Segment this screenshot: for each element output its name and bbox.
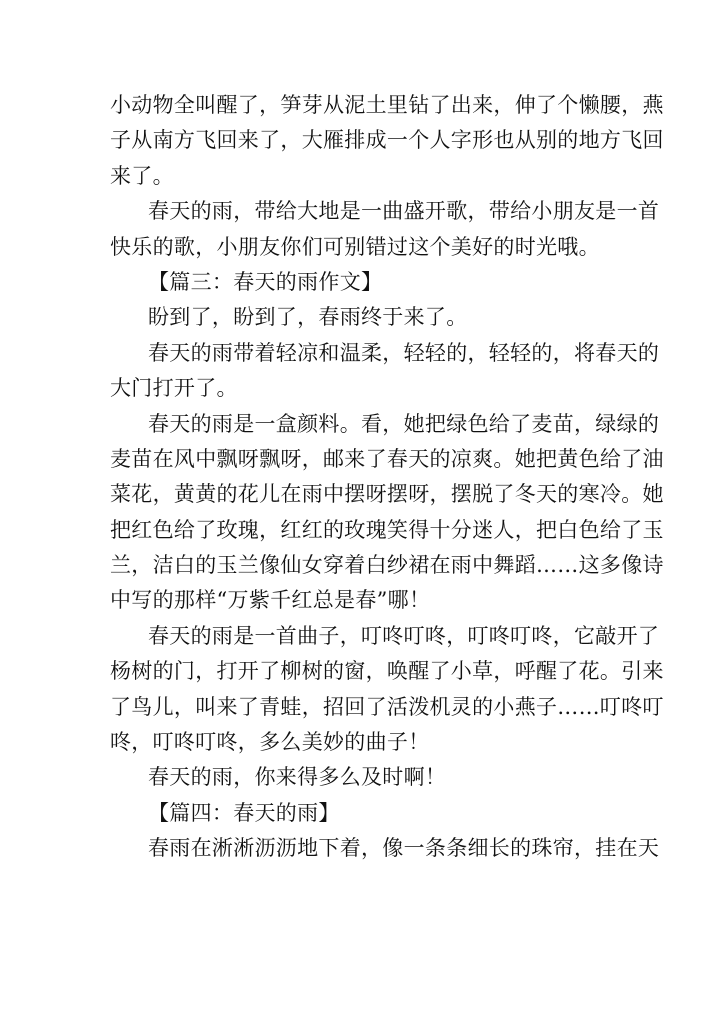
text-line: 杨树的门，打开了柳树的窗，唤醒了小草，呼醒了花。引来 bbox=[110, 659, 664, 684]
text-line: 咚，叮咚叮咚，多么美妙的曲子！ bbox=[110, 730, 430, 755]
text-line: 来了。 bbox=[110, 163, 174, 188]
text-line: 春雨在淅淅沥沥地下着，像一条条细长的珠帘，挂在天 bbox=[148, 836, 660, 861]
section-heading: 【篇三：春天的雨作文】 bbox=[148, 269, 383, 294]
text-line: 兰，洁白的玉兰像仙女穿着白纱裙在雨中舞蹈……这多像诗 bbox=[110, 553, 664, 578]
text-line: 大门打开了。 bbox=[110, 376, 238, 401]
text-line: 春天的雨是一盒颜料。看，她把绿色给了麦苗，绿绿的 bbox=[148, 411, 660, 436]
text-line: 春天的雨是一首曲子，叮咚叮咚，叮咚叮咚，它敲开了 bbox=[148, 623, 660, 648]
text-line: 中写的那样“万紫千红总是春”哪！ bbox=[110, 588, 431, 613]
text-line: 快乐的歌，小朋友你们可别错过这个美好的时光哦。 bbox=[110, 234, 600, 259]
text-line: 子从南方飞回来了，大雁排成一个人字形也从别的地方飞回 bbox=[110, 128, 664, 153]
section-heading: 【篇四：春天的雨】 bbox=[148, 800, 340, 825]
text-line: 麦苗在风中飘呀飘呀，邮来了春天的凉爽。她把黄色给了油 bbox=[110, 446, 664, 471]
text-line: 春天的雨，带给大地是一曲盛开歌，带给小朋友是一首 bbox=[148, 199, 660, 224]
text-line: 了鸟儿，叫来了青蛙，招回了活泼机灵的小燕子……叮咚叮 bbox=[110, 694, 664, 719]
text-line: 春天的雨带着轻凉和温柔，轻轻的，轻轻的，将春天的 bbox=[148, 340, 660, 365]
text-line: 小动物全叫醒了，笋芽从泥土里钻了出来，伸了个懒腰，燕 bbox=[110, 93, 664, 117]
text-line: 盼到了，盼到了，春雨终于来了。 bbox=[148, 305, 468, 330]
document-body bbox=[110, 88, 664, 867]
text-line: 菜花，黄黄的花儿在雨中摆呀摆呀，摆脱了冬天的寒冷。她 bbox=[110, 482, 664, 507]
text-line: 把红色给了玫瑰，红红的玫瑰笑得十分迷人，把白色给了玉 bbox=[110, 517, 664, 542]
text-line: 春天的雨，你来得多么及时啊！ bbox=[148, 765, 447, 790]
